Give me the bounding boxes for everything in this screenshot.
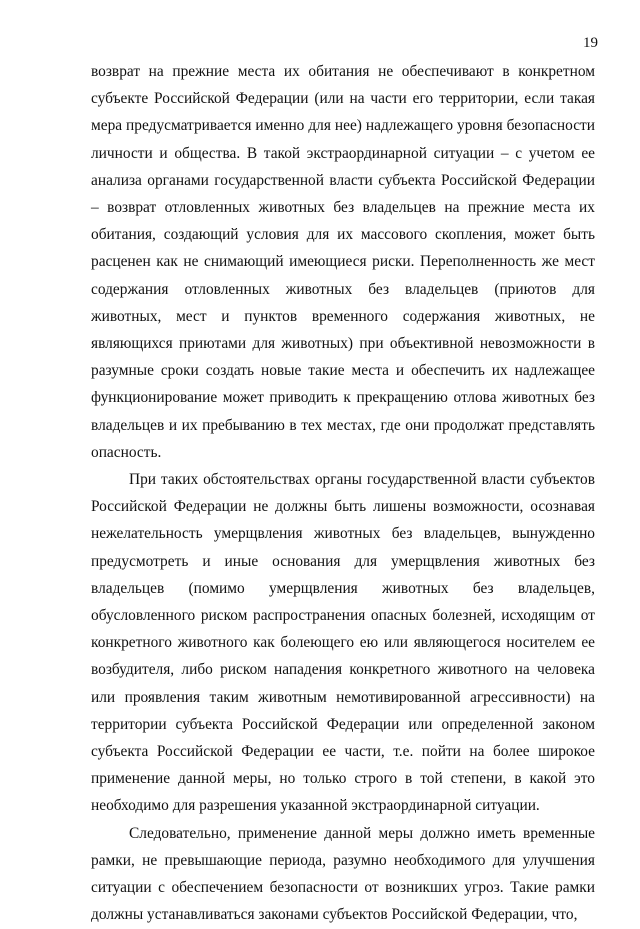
paragraph-3: Следовательно, применение данной меры должно иметь временные рамки, не превышающие периода, разумно необходимого для улучшения ситуации с обеспечением безопасности от возникших угроз. Такие рамки должны устанавливаться законами субъектов Российской Федерации, что, [91,824,595,924]
document-body [91,58,595,929]
page-number: 19 [583,35,598,51]
paragraph-2: При таких обстоятельствах органы государственной власти субъектов Российской Федерации не должны быть лишены возможности, осознавая нежелательность умерщвления животных без владельцев, вынужденно предусмотреть и иные основания для умерщвления животных без владельцев (помимо умерщвления животных без владельцев, обусловленного риском распространения опасных болезней, исходящим от конкретного животного как болеющего ею или являющегося носителем ее возбудителя, либо риском нападения конкретного животного на человека или проявления таким животным немотивированной агрессивности) на территории субъекта Российской Федерации или определенной законом субъекта Российской Федерации ее части, т.е. пойти на более широкое применение данной меры, но только строго в той степени, в какой это необходимо для разрешения указанной экстраординарной ситуации. [91,471,595,815]
paragraph-1: возврат на прежние места их обитания не обеспечивают в конкретном субъекте Российской Федерации (или на части его территории, если такая мера предусматривается именно для нее) надлежащего уровня безопасности личности и общества. В такой экстраординарной ситуации – с учетом ее анализа органами государственной власти субъекта Российской Федерации – возврат отловленных животных без владельцев на прежние места их обитания, создающий условия для их массового скопления, может быть расценен как не снимающий имеющиеся риски. Переполненность же мест содержания отловленных животных без владельцев (приютов для животных, мест и пунктов временного содержания животных, не являющихся приютами для животных) при объективной невозможности в разумные сроки создать новые такие места и обеспечить их надлежащее функционирование может приводить к прекращению отлова животных без владельцев и их пребыванию в тех местах, где они продолжат представлять опасность. [91,63,595,461]
